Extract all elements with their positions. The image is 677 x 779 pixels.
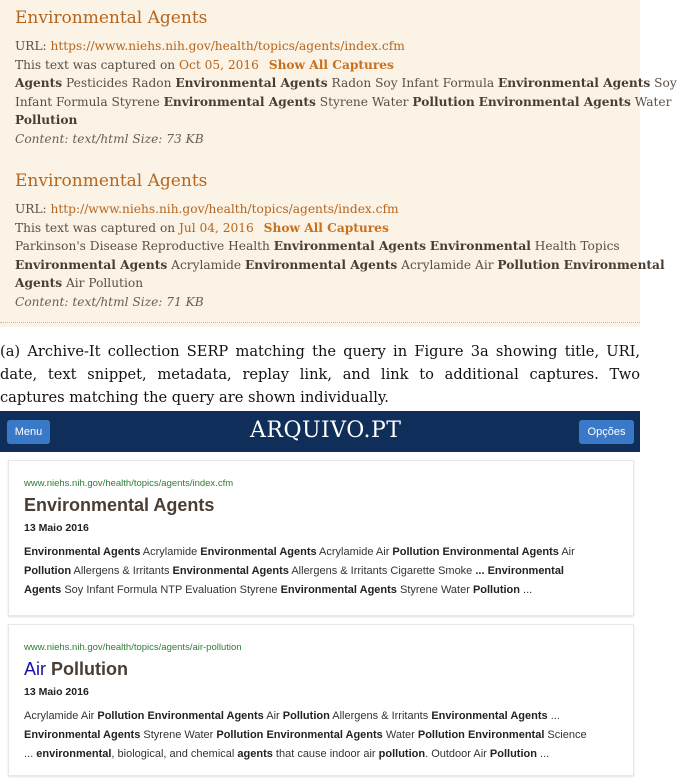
snippet-line [15,237,620,256]
highlighted-term: Pollution [489,748,537,760]
snippet-line [24,562,624,581]
snippet-text: ... [519,584,533,596]
result-title-link[interactable]: Environmental Agents [15,171,208,191]
snippet-text: ... [536,748,550,760]
options-button[interactable]: Opções [579,420,634,444]
snippet-text: Acrylamide Air [397,257,498,272]
highlighted-term: Environmental Agents [280,584,397,596]
figure-caption: (a) Archive-It collection SERP matching the query in Figure 3a showing title, URI, date, text snippet, metadata, replay link, and link to additional captures. Two captures matching the query are shown individually. [0,343,640,406]
snippet-text: Acrylamide [140,546,201,558]
highlighted-term: Pollution [24,565,72,577]
highlighted-term: Pollution [417,729,465,741]
highlighted-term: Environmental Agents [24,495,215,515]
highlighted-term: Environmental Agents [24,546,141,558]
highlighted-term: Environmental Agents [498,76,651,90]
arquivo-logo[interactable]: ARQUIVO.PT [250,418,402,443]
result-date: 13 Maio 2016 [24,686,89,698]
capture-date: Jul 04, 2016 [179,220,254,235]
url-label: URL: [15,202,47,216]
highlighted-term: Environmental Agents [24,729,141,741]
snippet-text: that cause indoor air [272,748,379,760]
result-metadata: Content: text/html Size: 73 KB [15,131,204,146]
highlighted-term: Pollution [472,584,520,596]
snippet-line [24,543,624,562]
captured-label: This text was captured on [15,220,176,235]
highlighted-term: Pollution [97,710,145,722]
highlighted-term: environmental [36,748,112,760]
snippet-text: Water [630,94,672,109]
snippet-text: Styrene Water [140,729,217,741]
snippet-text: Styrene Water [315,94,413,109]
show-all-captures-link[interactable]: Show All Captures [268,57,394,72]
snippet-line [15,74,677,93]
snippet-line [15,274,615,293]
snippet-text: Acrylamide [167,257,246,272]
url-label: URL: [15,39,47,53]
highlighted-term: Environmental Agents [163,94,316,109]
result-snippet [15,74,677,130]
snippet-line [15,256,665,275]
highlighted-term: Environmental Agents [147,710,264,722]
snippet-text: Air [24,659,51,679]
panel-divider [0,322,640,323]
snippet-text: Allergens & Irritants [71,565,173,577]
snippet-line [24,707,624,726]
snippet-text: Water [382,729,418,741]
snippet-text: Science [544,729,587,741]
captured-label: This text was captured on [15,57,176,72]
snippet-text: Allergens & Irritants Cigarette Smoke [288,565,476,577]
highlighted-term: Environmental Agents [266,729,383,741]
snippet-line [24,581,624,600]
result-date: 13 Maio 2016 [24,522,89,534]
result-url-line [15,200,615,219]
result-snippet [15,237,665,293]
snippet-text: Radon Soy Infant Formula [327,76,498,90]
snippet-text: Infant Formula Styrene [15,94,164,109]
highlighted-term: ... Environmental [475,565,564,577]
result-metadata: Content: text/html Size: 71 KB [15,294,204,309]
snippet-text: ... [547,710,560,722]
result-url-link[interactable]: https://www.niehs.nih.gov/health/topics/agents/index.cfm [50,39,405,53]
capture-date-line [15,219,615,238]
highlighted-term: Agents [15,276,63,290]
snippet-line [15,93,672,112]
highlighted-term: Environmental [429,239,531,253]
result-url-link[interactable]: http://www.niehs.nih.gov/health/topics/agents/index.cfm [50,202,399,216]
highlighted-term: Agents [24,584,62,596]
highlighted-term: Environmental Agents [442,546,559,558]
snippet-text: Air Pollution [62,276,144,290]
result-snippet [24,707,624,764]
snippet-text: Pesticides Radon [62,76,176,90]
snippet-text: Acrylamide Air [24,710,98,722]
snippet-line [15,111,615,130]
highlighted-term: Environmental Agents [175,76,328,90]
highlighted-term: Environmental Agents [172,565,289,577]
snippet-text: Air [558,546,575,558]
result-title-link[interactable]: Environmental Agents [15,8,208,28]
snippet-text: Air [263,710,283,722]
arquivo-result-card-1 [8,460,634,616]
snippet-text: Acrylamide Air [316,546,393,558]
result-url-line [15,37,615,56]
highlighted-term: Pollution [412,94,475,109]
highlighted-term: Environmental Agents [15,257,168,272]
highlighted-term: Pollution [15,113,78,127]
result-url: www.niehs.nih.gov/health/topics/agents/air-pollution [24,642,242,653]
highlighted-term: Environmental Agents [431,710,548,722]
highlighted-term: Pollution [392,546,440,558]
snippet-line [24,745,624,764]
arquivo-result-card-2 [8,624,634,776]
result-title-link[interactable] [24,659,128,680]
result-snippet [24,543,624,600]
snippet-text: Allergens & Irritants [329,710,432,722]
highlighted-term: Environmental Agents [478,94,631,109]
archive-it-serp-panel [0,0,677,327]
highlighted-term: Pollution [497,257,560,272]
archive-it-result-2 [15,169,665,311]
highlighted-term: Environmental Agents [273,239,427,253]
snippet-text: Soy [650,76,677,90]
snippet-text: Parkinson's Disease Reproductive Health [15,239,274,253]
highlighted-term: agents [237,748,273,760]
highlighted-term: pollution [378,748,426,760]
archive-it-result-1 [15,6,677,148]
highlighted-term: Environmental Agents [245,257,398,272]
snippet-text: Health Topics [530,239,620,253]
snippet-text: ... [24,748,37,760]
highlighted-term: Pollution [282,710,330,722]
snippet-text: . Outdoor Air [425,748,490,760]
capture-date-line [15,56,615,75]
snippet-text: Styrene Water [396,584,473,596]
highlighted-term: Environmental Agents [200,546,317,558]
arquivo-header-bar [0,411,640,452]
capture-date: Oct 05, 2016 [179,57,259,72]
highlighted-term: Pollution [51,659,128,679]
menu-button[interactable]: Menu [7,420,50,444]
highlighted-term: Environmental [563,257,665,272]
result-title-link[interactable] [24,495,214,516]
show-all-captures-link[interactable]: Show All Captures [263,220,389,235]
snippet-text: Soy Infant Formula NTP Evaluation Styrene [61,584,281,596]
highlighted-term: Environmental [467,729,545,741]
snippet-line [24,726,624,745]
highlighted-term: Pollution [216,729,264,741]
result-url: www.niehs.nih.gov/health/topics/agents/index.cfm [24,478,234,489]
highlighted-term: Agents [15,76,63,90]
snippet-text: , biological, and chemical [111,748,238,760]
